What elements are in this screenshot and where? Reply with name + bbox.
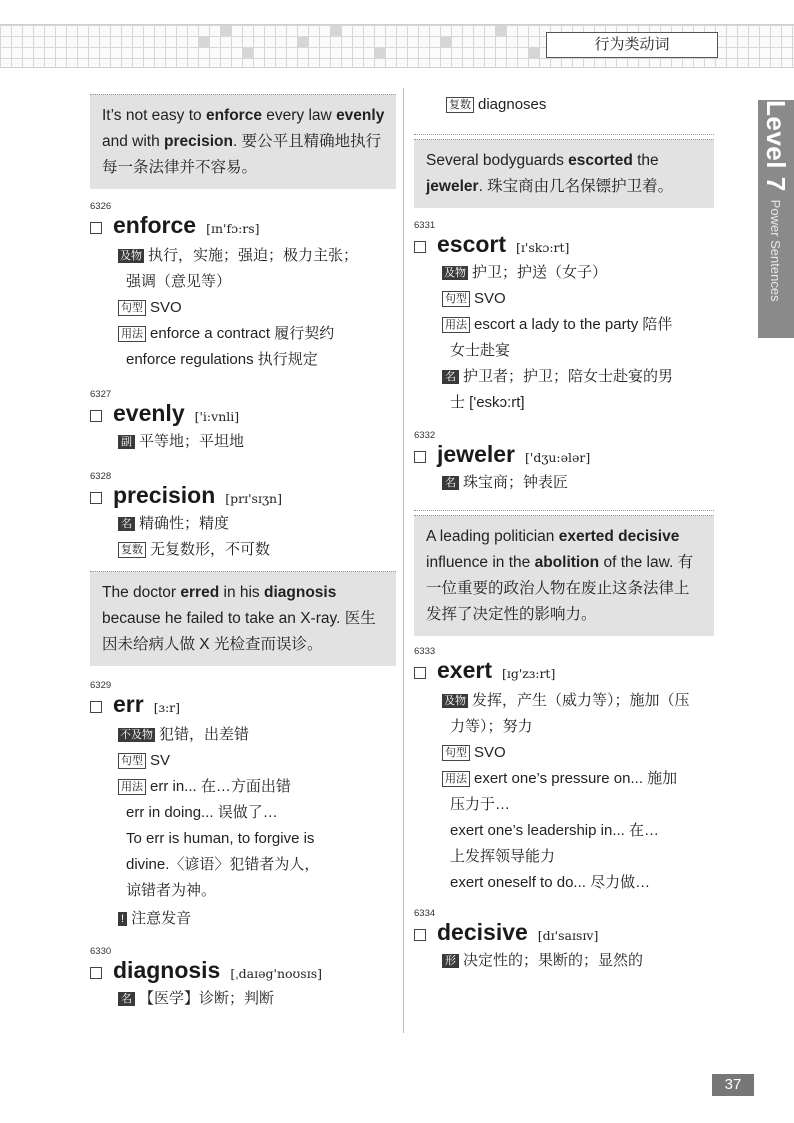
header-grid-square (440, 36, 451, 47)
headword: escort (437, 231, 507, 257)
header-grid-square (374, 47, 385, 58)
header-grid-square (528, 47, 539, 58)
entry-number: 6333 (414, 646, 436, 657)
pronunciation: [prɪ'sɪʒn] (225, 491, 282, 506)
pronunciation: [ɪ'skɔ:rt] (516, 240, 570, 255)
pos-tag: 名 (118, 992, 135, 1006)
usage-tag: 用法 (442, 771, 470, 787)
usage: enforce a contract 履行契约 (150, 325, 335, 342)
usage: err in... 在…方面出错 (150, 778, 291, 795)
entry-number: 6334 (414, 908, 436, 919)
entry-number: 6327 (90, 389, 112, 400)
pronunciation: ['dʒu:ələr] (525, 450, 591, 465)
plural-note: 无复数形，不可数 (150, 541, 271, 558)
example-sentence-box: A leading politician exerted decisive influence in the abolition of the law. 有一位重要的政治人物在废止这条法律上发挥了决定性的影响力。 (414, 515, 714, 636)
left-column (90, 88, 396, 1012)
definition: 犯错，出差错 (159, 726, 250, 743)
sentence-pattern: SVO (474, 290, 506, 307)
pattern-tag: 句型 (118, 300, 146, 316)
definition: 平等地；平坦地 (139, 433, 245, 450)
column-divider (403, 88, 404, 1033)
checkbox (414, 451, 426, 463)
plural-tag: 复数 (118, 542, 146, 558)
checkbox (90, 967, 102, 979)
entry-escort (414, 220, 714, 416)
usage: 上发挥领导能力 (450, 848, 556, 865)
definition-cont: 力等）；努力 (450, 718, 533, 735)
sentence-pattern: SV (150, 752, 171, 769)
page-number: 37 (712, 1074, 754, 1096)
divider (414, 510, 714, 511)
right-column (414, 88, 714, 974)
pronunciation: ['i:vnli] (194, 409, 240, 424)
definition: 珠宝商；钟表匠 (463, 474, 569, 491)
usage-tag: 用法 (118, 779, 146, 795)
definition: 执行，实施；强迫；极力主张； (148, 247, 359, 264)
definition-cont: 强调（意见等） (126, 273, 232, 290)
checkbox (414, 241, 426, 253)
entry-precision (90, 471, 396, 563)
headword: jeweler (437, 441, 515, 467)
pronunciation: [ɪg'zɜ:rt] (501, 666, 556, 681)
warning-icon: ! (118, 912, 127, 926)
pronunciation: [ˌdaɪəg'noʊsɪs] (230, 966, 322, 981)
headword: evenly (113, 400, 185, 426)
definition: 【医学】诊断；判断 (139, 990, 275, 1007)
usage: 谅错者为神。 (126, 882, 217, 899)
usage: exert oneself to do... 尽力做… (450, 874, 651, 891)
definition-cont: 士 ['eskɔ:rt] (450, 394, 525, 411)
entry-decisive (414, 908, 714, 974)
usage: 女士赴宴 (450, 342, 511, 359)
headword: precision (113, 482, 216, 508)
pronunciation: [dɪ'saɪsɪv] (537, 928, 599, 943)
usage: exert one’s pressure on... 施加 (474, 770, 678, 787)
level-subtitle: Power Sentences (768, 199, 784, 302)
usage-tag: 用法 (442, 317, 470, 333)
example-sentence-box: Several bodyguards escorted the jeweler. 珠宝商由几名保镖护卫着。 (414, 139, 714, 208)
usage: escort a lady to the party 陪伴 (474, 316, 673, 333)
usage: 压力于… (450, 796, 511, 813)
example-sentence-box: It’s not easy to enforce every law evenly and with precision. 要公平且精确地执行每一条法律并不容易。 (90, 94, 396, 189)
checkbox (90, 410, 102, 422)
entry-number: 6331 (414, 220, 436, 231)
pattern-tag: 句型 (118, 753, 146, 769)
example-sentence-box: The doctor erred in his diagnosis because he failed to take an X-ray. 医生因未给病人做 X 光检查而误诊。 (90, 571, 396, 666)
pos-tag: 及物 (120, 250, 142, 262)
usage: enforce regulations 执行规定 (126, 351, 318, 368)
pronunciation: [ɪn'fɔ:rs] (206, 221, 260, 236)
plural-form: diagnoses (478, 96, 547, 113)
usage: exert one’s leadership in... 在… (450, 822, 659, 839)
headword: err (113, 691, 144, 717)
definition: 精确性；精度 (139, 515, 230, 532)
usage-tag: 用法 (118, 326, 146, 342)
header-grid-square (330, 25, 341, 36)
definition: 护卫者；护卫；陪女士赴宴的男 (463, 368, 674, 385)
entry-number: 6326 (90, 201, 112, 212)
headword: enforce (113, 212, 197, 238)
header-grid-square (297, 36, 308, 47)
entry-exert (414, 646, 714, 896)
checkbox (90, 222, 102, 234)
definition: 发挥，产生（威力等）；施加（压 (472, 692, 690, 709)
pattern-tag: 句型 (442, 291, 470, 307)
definition: 护卫；护送（女子） (472, 264, 608, 281)
checkbox (90, 492, 102, 504)
headword: exert (437, 657, 492, 683)
pattern-tag: 句型 (442, 745, 470, 761)
checkbox (414, 929, 426, 941)
entry-number: 6329 (90, 680, 112, 691)
entry-jeweler (414, 430, 714, 496)
entry-evenly (90, 389, 396, 455)
usage: To err is human, to forgive is (126, 830, 315, 847)
plural-tag: 复数 (446, 97, 474, 113)
pos-tag: 名 (118, 517, 135, 531)
sentence-pattern: SVO (474, 744, 506, 761)
pos-tag: 及物 (444, 267, 466, 279)
sentence-pattern: SVO (150, 299, 182, 316)
pronunciation: [ɜ:r] (153, 700, 181, 715)
header-grid-square (242, 47, 253, 58)
entry-number: 6332 (414, 430, 436, 441)
checkbox (414, 667, 426, 679)
pos-tag: 形 (442, 954, 459, 968)
plural-continuation (446, 92, 714, 118)
pos-tag: 名 (442, 476, 459, 490)
checkbox (90, 701, 102, 713)
entry-diagnosis (90, 946, 396, 1012)
usage: err in doing... 误做了… (126, 804, 278, 821)
note: 注意发音 (131, 910, 192, 927)
pos-tag: 及物 (444, 695, 466, 707)
headword: decisive (437, 919, 528, 945)
level-label: Level 7 (761, 100, 792, 192)
section-label: 行为类动词 (546, 32, 718, 58)
divider (414, 134, 714, 135)
header-grid-square (198, 36, 209, 47)
headword: diagnosis (113, 957, 221, 983)
entry-number: 6330 (90, 946, 112, 957)
header-grid-square (220, 25, 231, 36)
header-grid-square (495, 25, 506, 36)
definition: 决定性的；果断的；显然的 (463, 952, 644, 969)
entry-err (90, 680, 396, 932)
entry-enforce (90, 201, 396, 373)
pos-tag: 不及物 (120, 729, 153, 741)
entry-number: 6328 (90, 471, 112, 482)
pos-tag: 副 (118, 435, 135, 449)
usage: divine.〈谚语〉犯错者为人， (126, 856, 320, 873)
level-side-tab (758, 100, 794, 338)
pos-tag: 名 (442, 370, 459, 384)
